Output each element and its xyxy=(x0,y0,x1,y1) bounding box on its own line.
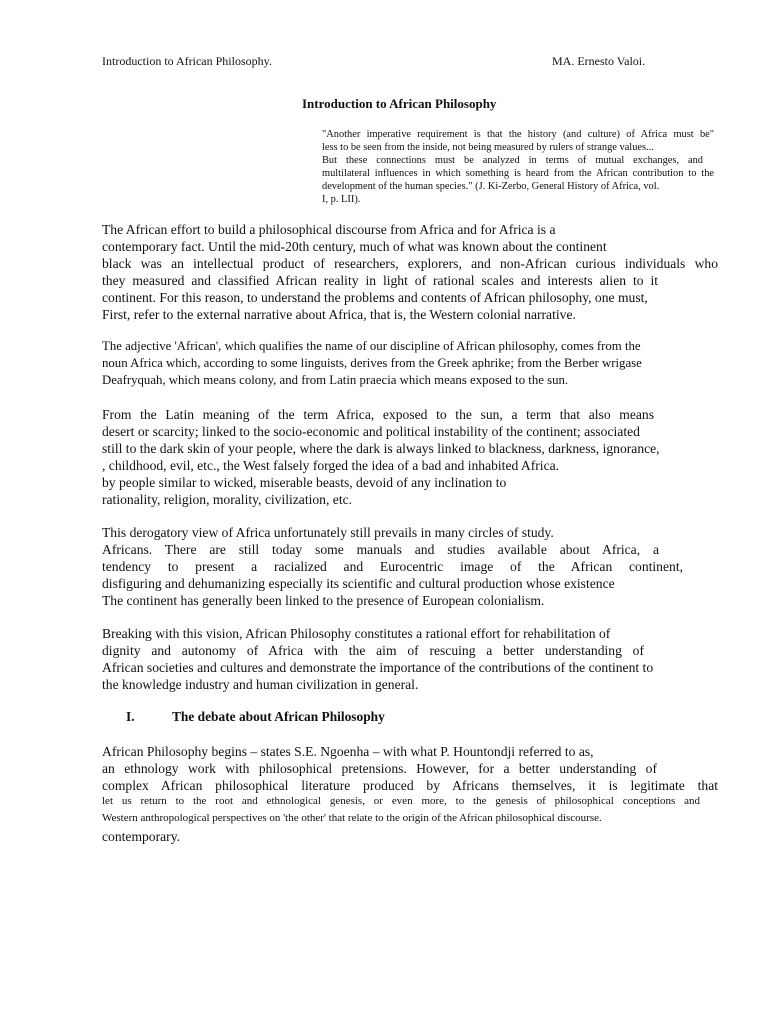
paragraph-line: From the Latin meaning of the term Africa, exposed to the sun, a term that also means xyxy=(102,407,654,422)
paragraph-line: the knowledge industry and human civilization in general. xyxy=(102,677,419,692)
paragraph-line: African Philosophy begins – states S.E. Ngoenha – with what P. Hountondji referred to as, xyxy=(102,744,594,759)
paragraph-line: The continent has generally been linked to the presence of European colonialism. xyxy=(102,593,545,608)
paragraph-line: First, refer to the external narrative about Africa, that is, the Western colonial narrative. xyxy=(102,307,576,322)
paragraph-line: noun Africa which, according to some linguists, derives from the Greek aphrike; from the Berber wrigase xyxy=(102,356,642,370)
epigraph-line: "Another imperative requirement is that the history (and culture) of Africa must be" xyxy=(322,129,714,140)
document-title: Introduction to African Philosophy xyxy=(302,96,497,111)
paragraph-line: disfiguring and dehumanizing especially its scientific and cultural production whose existence xyxy=(102,576,615,591)
paragraph-line: an ethnology work with philosophical pretensions. However, for a better understanding of xyxy=(102,761,657,776)
paragraph-line: continent. For this reason, to understand the problems and contents of African philosophy, one must, xyxy=(102,290,648,305)
paragraph-line: complex African philosophical literature produced by Africans themselves, it is legitimate that xyxy=(102,778,718,793)
epigraph-line: multilateral influences in which something is heard from the African contribution to the xyxy=(322,168,714,179)
running-header-right: MA. Ernesto Valoi. xyxy=(552,54,646,68)
paragraph-line: The adjective 'African', which qualifies the name of our discipline of African philosophy, comes from the xyxy=(102,339,641,353)
paragraph-line: by people similar to wicked, miserable beasts, devoid of any inclination to xyxy=(102,475,507,490)
epigraph-line: development of the human species." (J. Ki-Zerbo, General History of Africa, vol. xyxy=(322,181,660,192)
paragraph-line: The African effort to build a philosophical discourse from Africa and for Africa is a xyxy=(102,222,556,237)
paragraph-line: Western anthropological perspectives on 'the other' that relate to the origin of the African philosophical discourse. xyxy=(102,812,602,824)
section-title: The debate about African Philosophy xyxy=(172,709,385,724)
paragraph-line: This derogatory view of Africa unfortunately still prevails in many circles of study. xyxy=(102,525,554,540)
paragraph-line: black was an intellectual product of researchers, explorers, and non-African curious individuals who xyxy=(102,256,718,271)
paragraph-line: Breaking with this vision, African Philosophy constitutes a rational effort for rehabilitation of xyxy=(102,626,611,641)
paragraph-line: dignity and autonomy of Africa with the aim of rescuing a better understanding of xyxy=(102,643,644,658)
paragraph-line: still to the dark skin of your people, where the dark is always linked to blackness, darkness, ignorance, xyxy=(102,441,660,456)
section-number: I. xyxy=(126,709,135,724)
paragraph-line: contemporary fact. Until the mid-20th century, much of what was known about the continent xyxy=(102,239,607,254)
paragraph-line: desert or scarcity; linked to the socio-economic and political instability of the continent; associated xyxy=(102,424,640,439)
paragraph-line: , childhood, evil, etc., the West falsely forged the idea of a bad and inhabited Africa. xyxy=(102,458,560,473)
epigraph-line: I, p. LII). xyxy=(322,194,361,205)
paragraph-line: they measured and classified African reality in light of rational scales and interests alien to it xyxy=(102,273,658,288)
paragraph-line: African societies and cultures and demonstrate the importance of the contributions of the continent to xyxy=(102,660,654,675)
epigraph-line: less to be seen from the inside, not being measured by rulers of strange values... xyxy=(322,142,654,153)
paragraph-line: let us return to the root and ethnological genesis, or even more, to the genesis of philosophical conceptions and xyxy=(102,795,700,807)
paragraph-line: rationality, religion, morality, civilization, etc. xyxy=(102,492,353,507)
paragraph-line: contemporary. xyxy=(102,829,181,844)
epigraph-line: But these connections must be analyzed in terms of mutual exchanges, and xyxy=(322,155,703,166)
paragraph-line: Africans. There are still today some manuals and studies available about Africa, a xyxy=(102,542,659,557)
running-header-left: Introduction to African Philosophy. xyxy=(102,54,272,68)
paragraph-line: tendency to present a racialized and Eurocentric image of the African continent, xyxy=(102,559,683,574)
paragraph-line: Deafryquah, which means colony, and from Latin praecia which means exposed to the sun. xyxy=(102,373,569,387)
